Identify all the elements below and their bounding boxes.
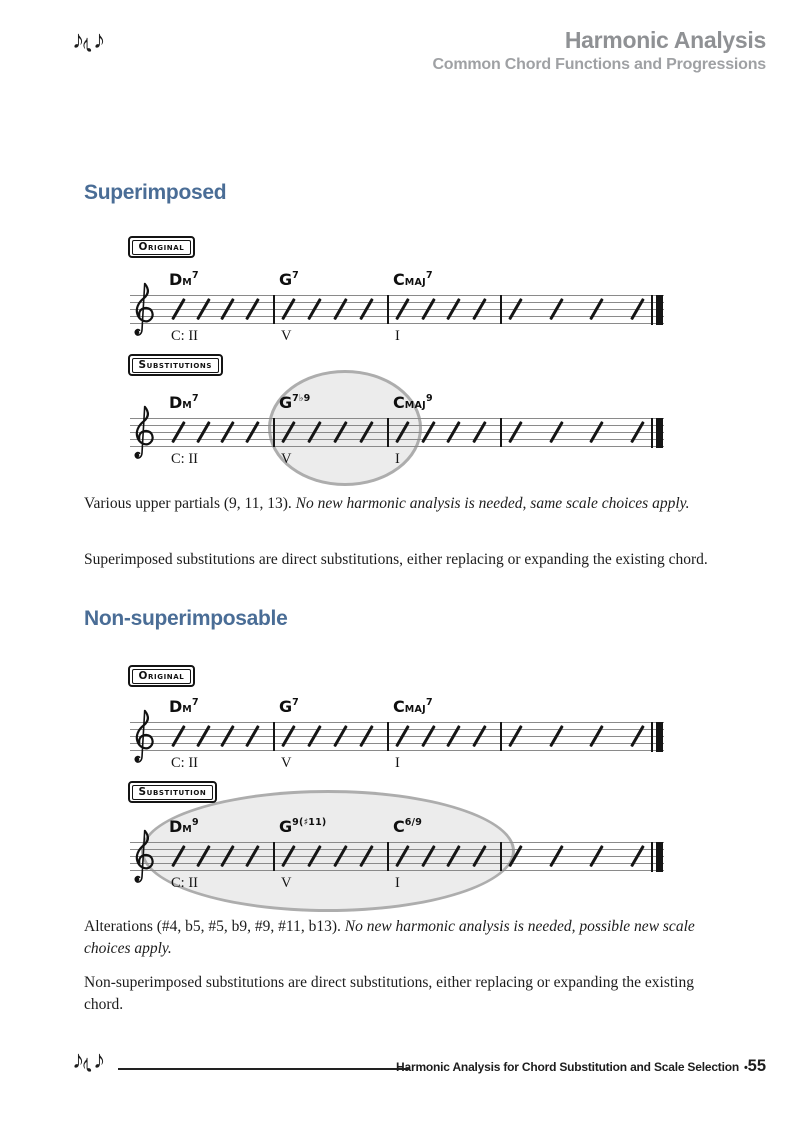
roman-numeral: V bbox=[281, 875, 292, 891]
chord-root: C bbox=[393, 270, 405, 289]
chord-root: D bbox=[169, 697, 183, 716]
chord-quality: M bbox=[182, 824, 193, 835]
paragraph-text: Various upper partials (9, 11, 13). bbox=[84, 495, 296, 512]
barline bbox=[273, 842, 275, 871]
treble-clef-icon bbox=[131, 280, 157, 342]
final-barline-thick bbox=[656, 722, 663, 752]
barline bbox=[273, 722, 275, 751]
chord-extension: 7 bbox=[192, 270, 199, 281]
barline bbox=[500, 295, 502, 324]
chord-symbol bbox=[393, 817, 422, 836]
barline bbox=[387, 418, 389, 447]
chord-root: D bbox=[169, 393, 183, 412]
paragraph-italic-text: No new harmonic analysis is needed, possible new scale choices apply. bbox=[84, 918, 695, 957]
paragraph-text: Non-superimposed substitutions are direct substitutions, either replacing or expanding the existing chord. bbox=[84, 974, 694, 1013]
barline bbox=[500, 842, 502, 871]
music-notes-icon: ♪♪♪ bbox=[72, 26, 104, 58]
chord-symbol bbox=[393, 270, 433, 289]
final-barline-thick bbox=[656, 295, 663, 325]
paragraph-text: Superimposed substitutions are direct substitutions, either replacing or expanding the existing chord. bbox=[84, 551, 708, 568]
final-barline-thin bbox=[651, 842, 653, 872]
chord-quality: MAJ bbox=[404, 400, 426, 411]
paragraph bbox=[84, 916, 716, 960]
chord-root: D bbox=[169, 270, 183, 289]
paragraph-italic-text: No new harmonic analysis is needed, same scale choices apply. bbox=[295, 495, 690, 512]
roman-numeral: I bbox=[395, 755, 400, 771]
roman-numeral: C: II bbox=[171, 328, 198, 344]
chord-symbol bbox=[169, 393, 199, 412]
footer-rule bbox=[118, 1068, 410, 1070]
final-barline-thick bbox=[656, 418, 663, 448]
footer-bullet: • bbox=[743, 1062, 748, 1074]
final-barline-thin bbox=[651, 295, 653, 325]
chord-symbol bbox=[169, 270, 199, 289]
chord-quality: MAJ bbox=[404, 277, 426, 288]
chord-symbol bbox=[169, 697, 199, 716]
chord-extension: 9 bbox=[426, 393, 433, 404]
roman-numeral: C: II bbox=[171, 875, 198, 891]
final-barline-thin bbox=[651, 418, 653, 448]
chord-symbol bbox=[169, 817, 199, 836]
page-number: 55 bbox=[747, 1057, 766, 1075]
barline bbox=[500, 722, 502, 751]
roman-numeral: V bbox=[281, 451, 292, 467]
chord-root: C bbox=[393, 393, 405, 412]
chord-quality: M bbox=[182, 277, 193, 288]
final-barline-thick bbox=[656, 842, 663, 872]
chord-root: G bbox=[279, 393, 293, 412]
example-label: Original bbox=[132, 240, 192, 255]
example-label: Substitutions bbox=[132, 358, 220, 373]
chord-symbol bbox=[279, 270, 299, 289]
chord-extension: 7 bbox=[192, 393, 199, 404]
example-label-box bbox=[128, 665, 195, 687]
roman-numeral: C: II bbox=[171, 755, 198, 771]
chord-extension: 6/9 bbox=[404, 817, 423, 828]
document-subtitle: Common Chord Functions and Progressions bbox=[432, 56, 766, 74]
chord-extension: 9(♯11) bbox=[292, 817, 327, 828]
page-header bbox=[432, 28, 766, 74]
example-label-box bbox=[128, 236, 195, 258]
chord-extension: 7 bbox=[426, 697, 433, 708]
staff-system-original-1 bbox=[130, 267, 670, 355]
footer-title: Harmonic Analysis for Chord Substitution and Scale Selection bbox=[396, 1060, 739, 1074]
roman-numeral: C: II bbox=[171, 451, 198, 467]
chord-extension: 7 bbox=[426, 270, 433, 281]
chord-extension: 7 bbox=[292, 270, 299, 281]
example-label: Substitution bbox=[132, 785, 214, 800]
chord-extension: 7 bbox=[292, 697, 299, 708]
chord-symbol bbox=[279, 697, 299, 716]
chord-symbol bbox=[279, 817, 326, 836]
example-label-box bbox=[128, 781, 217, 803]
chord-quality: MAJ bbox=[404, 704, 426, 715]
example-label: Original bbox=[132, 669, 192, 684]
chord-root: C bbox=[393, 817, 405, 836]
roman-numeral: I bbox=[395, 875, 400, 891]
treble-clef-icon bbox=[131, 403, 157, 465]
barline bbox=[387, 842, 389, 871]
paragraph bbox=[84, 493, 716, 515]
example-label-box bbox=[128, 354, 223, 376]
chord-quality: M bbox=[182, 400, 193, 411]
roman-numeral: I bbox=[395, 328, 400, 344]
section-heading-superimposed: Superimposed bbox=[84, 181, 227, 204]
chord-root: G bbox=[279, 270, 293, 289]
chord-root: D bbox=[169, 817, 183, 836]
chord-root: C bbox=[393, 697, 405, 716]
chord-symbol bbox=[279, 393, 310, 412]
paragraph bbox=[84, 972, 716, 1016]
staff-system-substitutions bbox=[130, 390, 670, 478]
chord-symbol bbox=[393, 393, 433, 412]
staff-system-substitution bbox=[130, 814, 670, 902]
chord-quality: M bbox=[182, 704, 193, 715]
barline bbox=[273, 295, 275, 324]
chord-extension: 7 bbox=[192, 697, 199, 708]
barline bbox=[273, 418, 275, 447]
document-title: Harmonic Analysis bbox=[564, 27, 766, 53]
section-heading-non-superimposable: Non-superimposable bbox=[84, 607, 288, 630]
treble-clef-icon bbox=[131, 707, 157, 769]
chord-root: G bbox=[279, 817, 293, 836]
roman-numeral: V bbox=[281, 755, 292, 771]
roman-numeral: I bbox=[395, 451, 400, 467]
barline bbox=[387, 722, 389, 751]
barline bbox=[387, 295, 389, 324]
chord-root: G bbox=[279, 697, 293, 716]
footer-text bbox=[396, 1057, 766, 1076]
music-notes-icon: ♪♪♪ bbox=[72, 1046, 104, 1078]
treble-clef-icon bbox=[131, 827, 157, 889]
final-barline-thin bbox=[651, 722, 653, 752]
paragraph-text: Alterations (#4, b5, #5, b9, #9, #11, b13). bbox=[84, 918, 345, 935]
chord-symbol bbox=[393, 697, 433, 716]
paragraph bbox=[84, 549, 716, 571]
chord-extension: 9 bbox=[192, 817, 199, 828]
barline bbox=[500, 418, 502, 447]
staff-system-original-2 bbox=[130, 694, 670, 782]
chord-extension: 7♭9 bbox=[292, 393, 311, 404]
roman-numeral: V bbox=[281, 328, 292, 344]
